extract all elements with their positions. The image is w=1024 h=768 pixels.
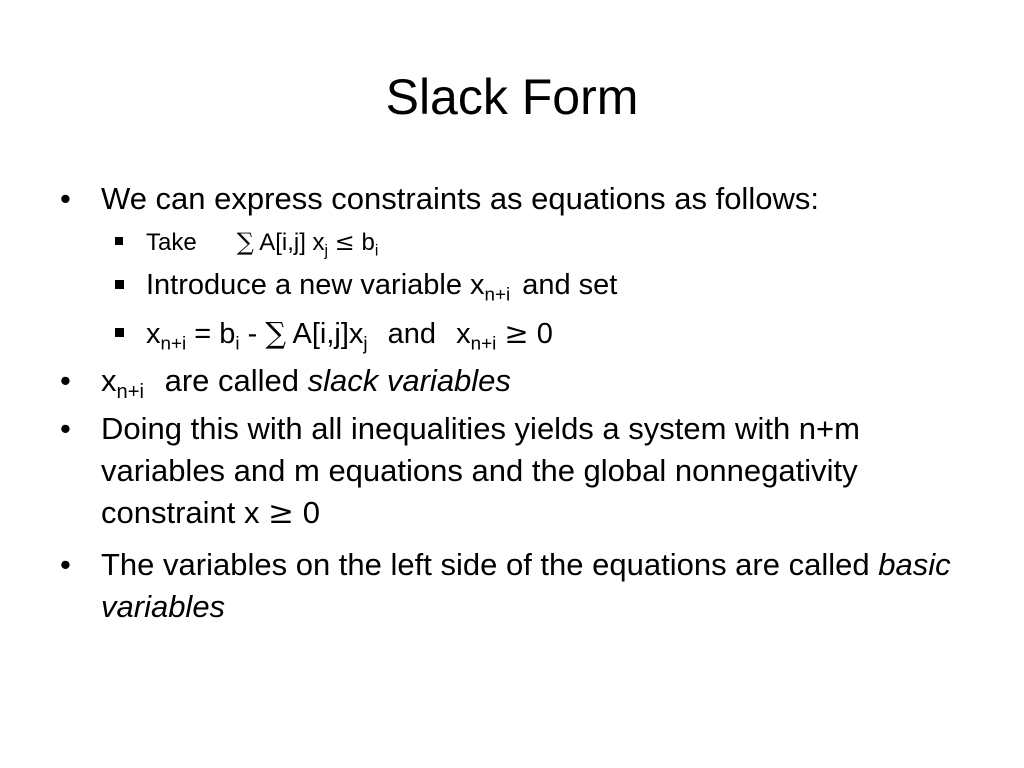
- x-term: x: [101, 363, 117, 398]
- bullet-dot: •: [60, 411, 71, 446]
- subscript-i: i: [235, 332, 240, 354]
- subbullet-introduce: [60, 261, 960, 309]
- bullet-basic-variables: [60, 544, 960, 628]
- zero-value: 0: [302, 495, 320, 530]
- bullet-express-constraints: [60, 178, 960, 220]
- subscript-n-plus-i: n+i: [160, 332, 187, 354]
- take-label: Take: [146, 229, 197, 256]
- subscript-j: j: [324, 242, 328, 260]
- emphasis-slack-variables: slack variables: [307, 363, 511, 398]
- bullet-doing-this: [60, 408, 960, 534]
- b-term: b: [361, 229, 375, 256]
- bullet-slack-variables: [60, 360, 960, 402]
- introduce-text: Introduce a new variable x: [146, 269, 485, 301]
- zero-value: 0: [536, 318, 553, 350]
- bullet-text: We can express constraints as equations as follows:: [101, 181, 819, 216]
- subscript-j: j: [363, 332, 368, 354]
- square-bullet-icon: [115, 237, 123, 245]
- and-word: and: [387, 318, 437, 350]
- slide-content: [60, 178, 960, 638]
- geq-symbol: ≥: [268, 495, 295, 531]
- square-bullet-icon: [115, 328, 124, 337]
- x-term-2: x: [456, 318, 471, 350]
- subscript-n-plus-i: n+i: [470, 332, 497, 354]
- leq-symbol: ≤: [334, 228, 355, 256]
- slide-title: Slack Form: [385, 69, 639, 125]
- equals-b: = b: [194, 318, 236, 350]
- bullet-dot: •: [60, 363, 71, 398]
- aij-term: A[i,j]x: [292, 318, 364, 350]
- subscript-i: i: [374, 242, 379, 260]
- minus-sign: -: [247, 318, 258, 350]
- subscript-n-plus-i: n+i: [116, 381, 144, 404]
- x-term: x: [146, 318, 161, 350]
- sum-symbol: ∑: [236, 228, 254, 256]
- bullet-dot: •: [60, 181, 71, 216]
- aij-term: A[i,j] x: [259, 229, 325, 256]
- subscript-n-plus-i: n+i: [484, 283, 511, 305]
- subbullet-slack-equation: [60, 309, 960, 358]
- sum-symbol: ∑: [265, 316, 287, 350]
- geq-symbol: ≥: [504, 316, 529, 350]
- bullet-text: are called: [164, 363, 299, 398]
- subbullet-take: [60, 224, 960, 261]
- bullet-text: Doing this with all inequalities yields a system with n+m variables and m equations and the global nonnegativity constraint x: [101, 411, 860, 530]
- introduce-tail: and set: [522, 269, 618, 301]
- square-bullet-icon: [115, 280, 124, 289]
- bullet-text: The variables on the left side of the equations are called: [101, 547, 870, 582]
- bullet-dot: •: [60, 547, 71, 582]
- emphasis-basic-variables: basic variables: [101, 547, 951, 624]
